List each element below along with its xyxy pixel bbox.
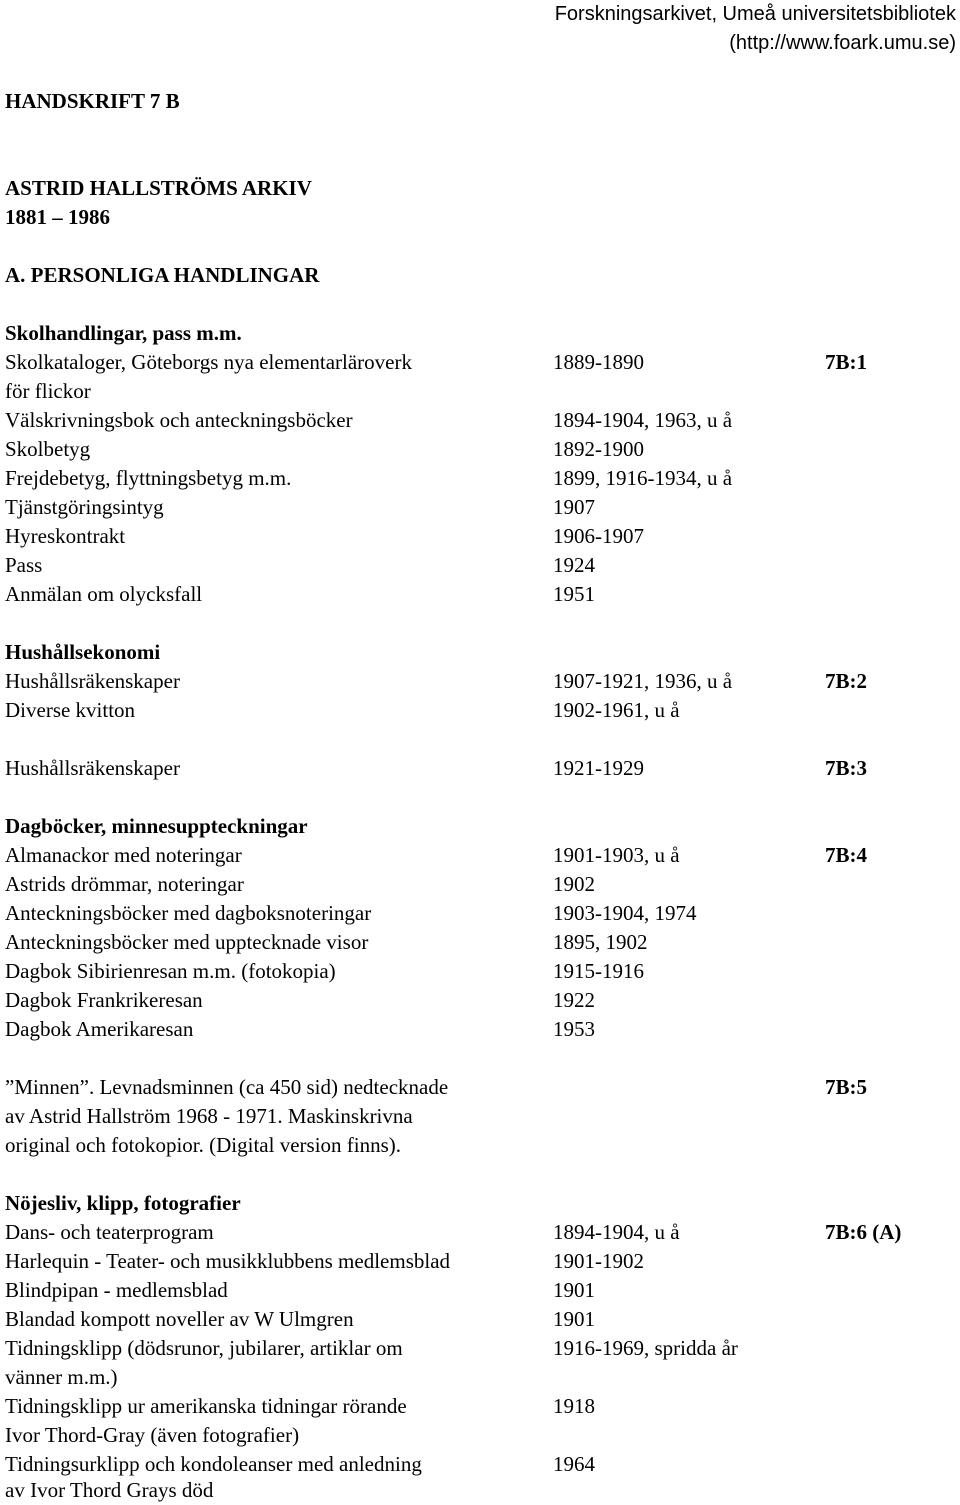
entry-desc: Almanackor med noteringar — [5, 843, 242, 867]
page-header — [555, 0, 956, 58]
volume-label: 7B:6 (A) — [825, 1220, 902, 1244]
entry-desc: Anmälan om olycksfall — [5, 582, 203, 606]
entry-date: 1903-1904, 1974 — [553, 901, 697, 925]
entry-desc: Tidningsurklipp och kondoleanser med anledning — [5, 1452, 422, 1476]
entry-desc: Anteckningsböcker med dagboksnoteringar — [5, 901, 372, 925]
entry-date: 1915-1916 — [553, 959, 644, 983]
entry-date: 1889-1890 — [553, 350, 644, 374]
entry-date: 1918 — [553, 1394, 595, 1418]
entry-date: 1901 — [553, 1278, 595, 1302]
entry-date: 1901 — [553, 1307, 595, 1331]
entry-date: 1953 — [553, 1017, 595, 1041]
entry-desc: Dagbok Sibirienresan m.m. (fotokopia) — [5, 959, 336, 983]
entry-date: 1922 — [553, 988, 595, 1012]
volume-label: 7B:4 — [825, 843, 867, 867]
entry-desc: Hushållsräkenskaper — [5, 756, 180, 780]
entry-date: 1964 — [553, 1452, 595, 1476]
volume-label: 7B:1 — [825, 350, 867, 374]
entry-desc: Blindpipan - medlemsblad — [5, 1278, 228, 1302]
entry-date: 1921-1929 — [553, 756, 644, 780]
entry-date: 1895, 1902 — [553, 930, 648, 954]
entry-date: 1899, 1916-1934, u å — [553, 466, 733, 490]
memoir-desc-line3: original och fotokopior. (Digital version finns). — [5, 1133, 402, 1157]
entry-date: 1894-1904, u å — [553, 1220, 680, 1244]
archive-title: ASTRID HALLSTRÖMS ARKIV — [5, 176, 312, 200]
entry-date: 1901-1902 — [553, 1249, 644, 1273]
entry-date: 1907-1921, 1936, u å — [553, 669, 733, 693]
entry-desc-cont: Ivor Thord-Gray (även fotografier) — [5, 1423, 300, 1447]
handskrift-label: HANDSKRIFT 7 B — [5, 89, 180, 113]
entry-desc: Tidningsklipp ur amerikanska tidningar rörande — [5, 1394, 407, 1418]
institution-name: Forskningsarkivet, Umeå universitetsbibliotek — [554, 3, 956, 25]
entry-desc: Anteckningsböcker med upptecknade visor — [5, 930, 369, 954]
entry-date: 1902-1961, u å — [553, 698, 680, 722]
entry-desc: Tjänstgöringsintyg — [5, 495, 164, 519]
entry-desc: Frejdebetyg, flyttningsbetyg m.m. — [5, 466, 292, 490]
entry-date: 1902 — [553, 872, 595, 896]
entry-desc: Hyreskontrakt — [5, 524, 126, 548]
entry-date: 1894-1904, 1963, u å — [553, 408, 733, 432]
volume-label: 7B:2 — [825, 669, 867, 693]
entry-desc: Astrids drömmar, noteringar — [5, 872, 244, 896]
entry-date: 1906-1907 — [553, 524, 644, 548]
volume-label: 7B:3 — [825, 756, 867, 780]
entry-desc: Välskrivningsbok och anteckningsböcker — [5, 408, 353, 432]
entry-desc: Tidningsklipp (dödsrunor, jubilarer, artiklar om — [5, 1336, 403, 1360]
entry-desc: Skolkataloger, Göteborgs nya elementarläroverk — [5, 350, 412, 374]
entry-desc-cont: vänner m.m.) — [5, 1365, 118, 1389]
group-heading: Nöjesliv, klipp, fotografier — [5, 1191, 241, 1215]
section-heading: A. PERSONLIGA HANDLINGAR — [5, 263, 320, 287]
entry-desc: Skolbetyg — [5, 437, 91, 461]
entry-desc: Harlequin - Teater- och musikklubbens medlemsblad — [5, 1249, 451, 1273]
entry-desc-cont: av Ivor Thord Grays död — [5, 1478, 214, 1502]
group-heading: Skolhandlingar, pass m.m. — [5, 321, 242, 345]
group-heading: Dagböcker, minnesuppteckningar — [5, 814, 308, 838]
memoir-desc-line2: av Astrid Hallström 1968 - 1971. Maskinskrivna — [5, 1104, 413, 1128]
institution-url: (http://www.foark.umu.se) — [729, 32, 956, 54]
entry-desc: Dans- och teaterprogram — [5, 1220, 214, 1244]
entry-date: 1924 — [553, 553, 595, 577]
entry-desc-cont: för flickor — [5, 379, 91, 403]
entry-desc: Diverse kvitton — [5, 698, 136, 722]
entry-desc: Blandad kompott noveller av W Ulmgren — [5, 1307, 354, 1331]
entry-date: 1892-1900 — [553, 437, 644, 461]
entry-date: 1907 — [553, 495, 595, 519]
entry-desc: Dagbok Frankrikeresan — [5, 988, 203, 1012]
entry-desc: Dagbok Amerikaresan — [5, 1017, 194, 1041]
entry-desc: Pass — [5, 553, 43, 577]
entry-date: 1916-1969, spridda år — [553, 1336, 738, 1360]
entry-desc: Hushållsräkenskaper — [5, 669, 180, 693]
memoir-desc-line1: ”Minnen”. Levnadsminnen (ca 450 sid) nedtecknade — [5, 1075, 449, 1099]
volume-label: 7B:5 — [825, 1075, 867, 1099]
archive-years: 1881 – 1986 — [5, 205, 110, 229]
entry-date: 1951 — [553, 582, 595, 606]
entry-date: 1901-1903, u å — [553, 843, 680, 867]
group-heading: Hushållsekonomi — [5, 640, 161, 664]
